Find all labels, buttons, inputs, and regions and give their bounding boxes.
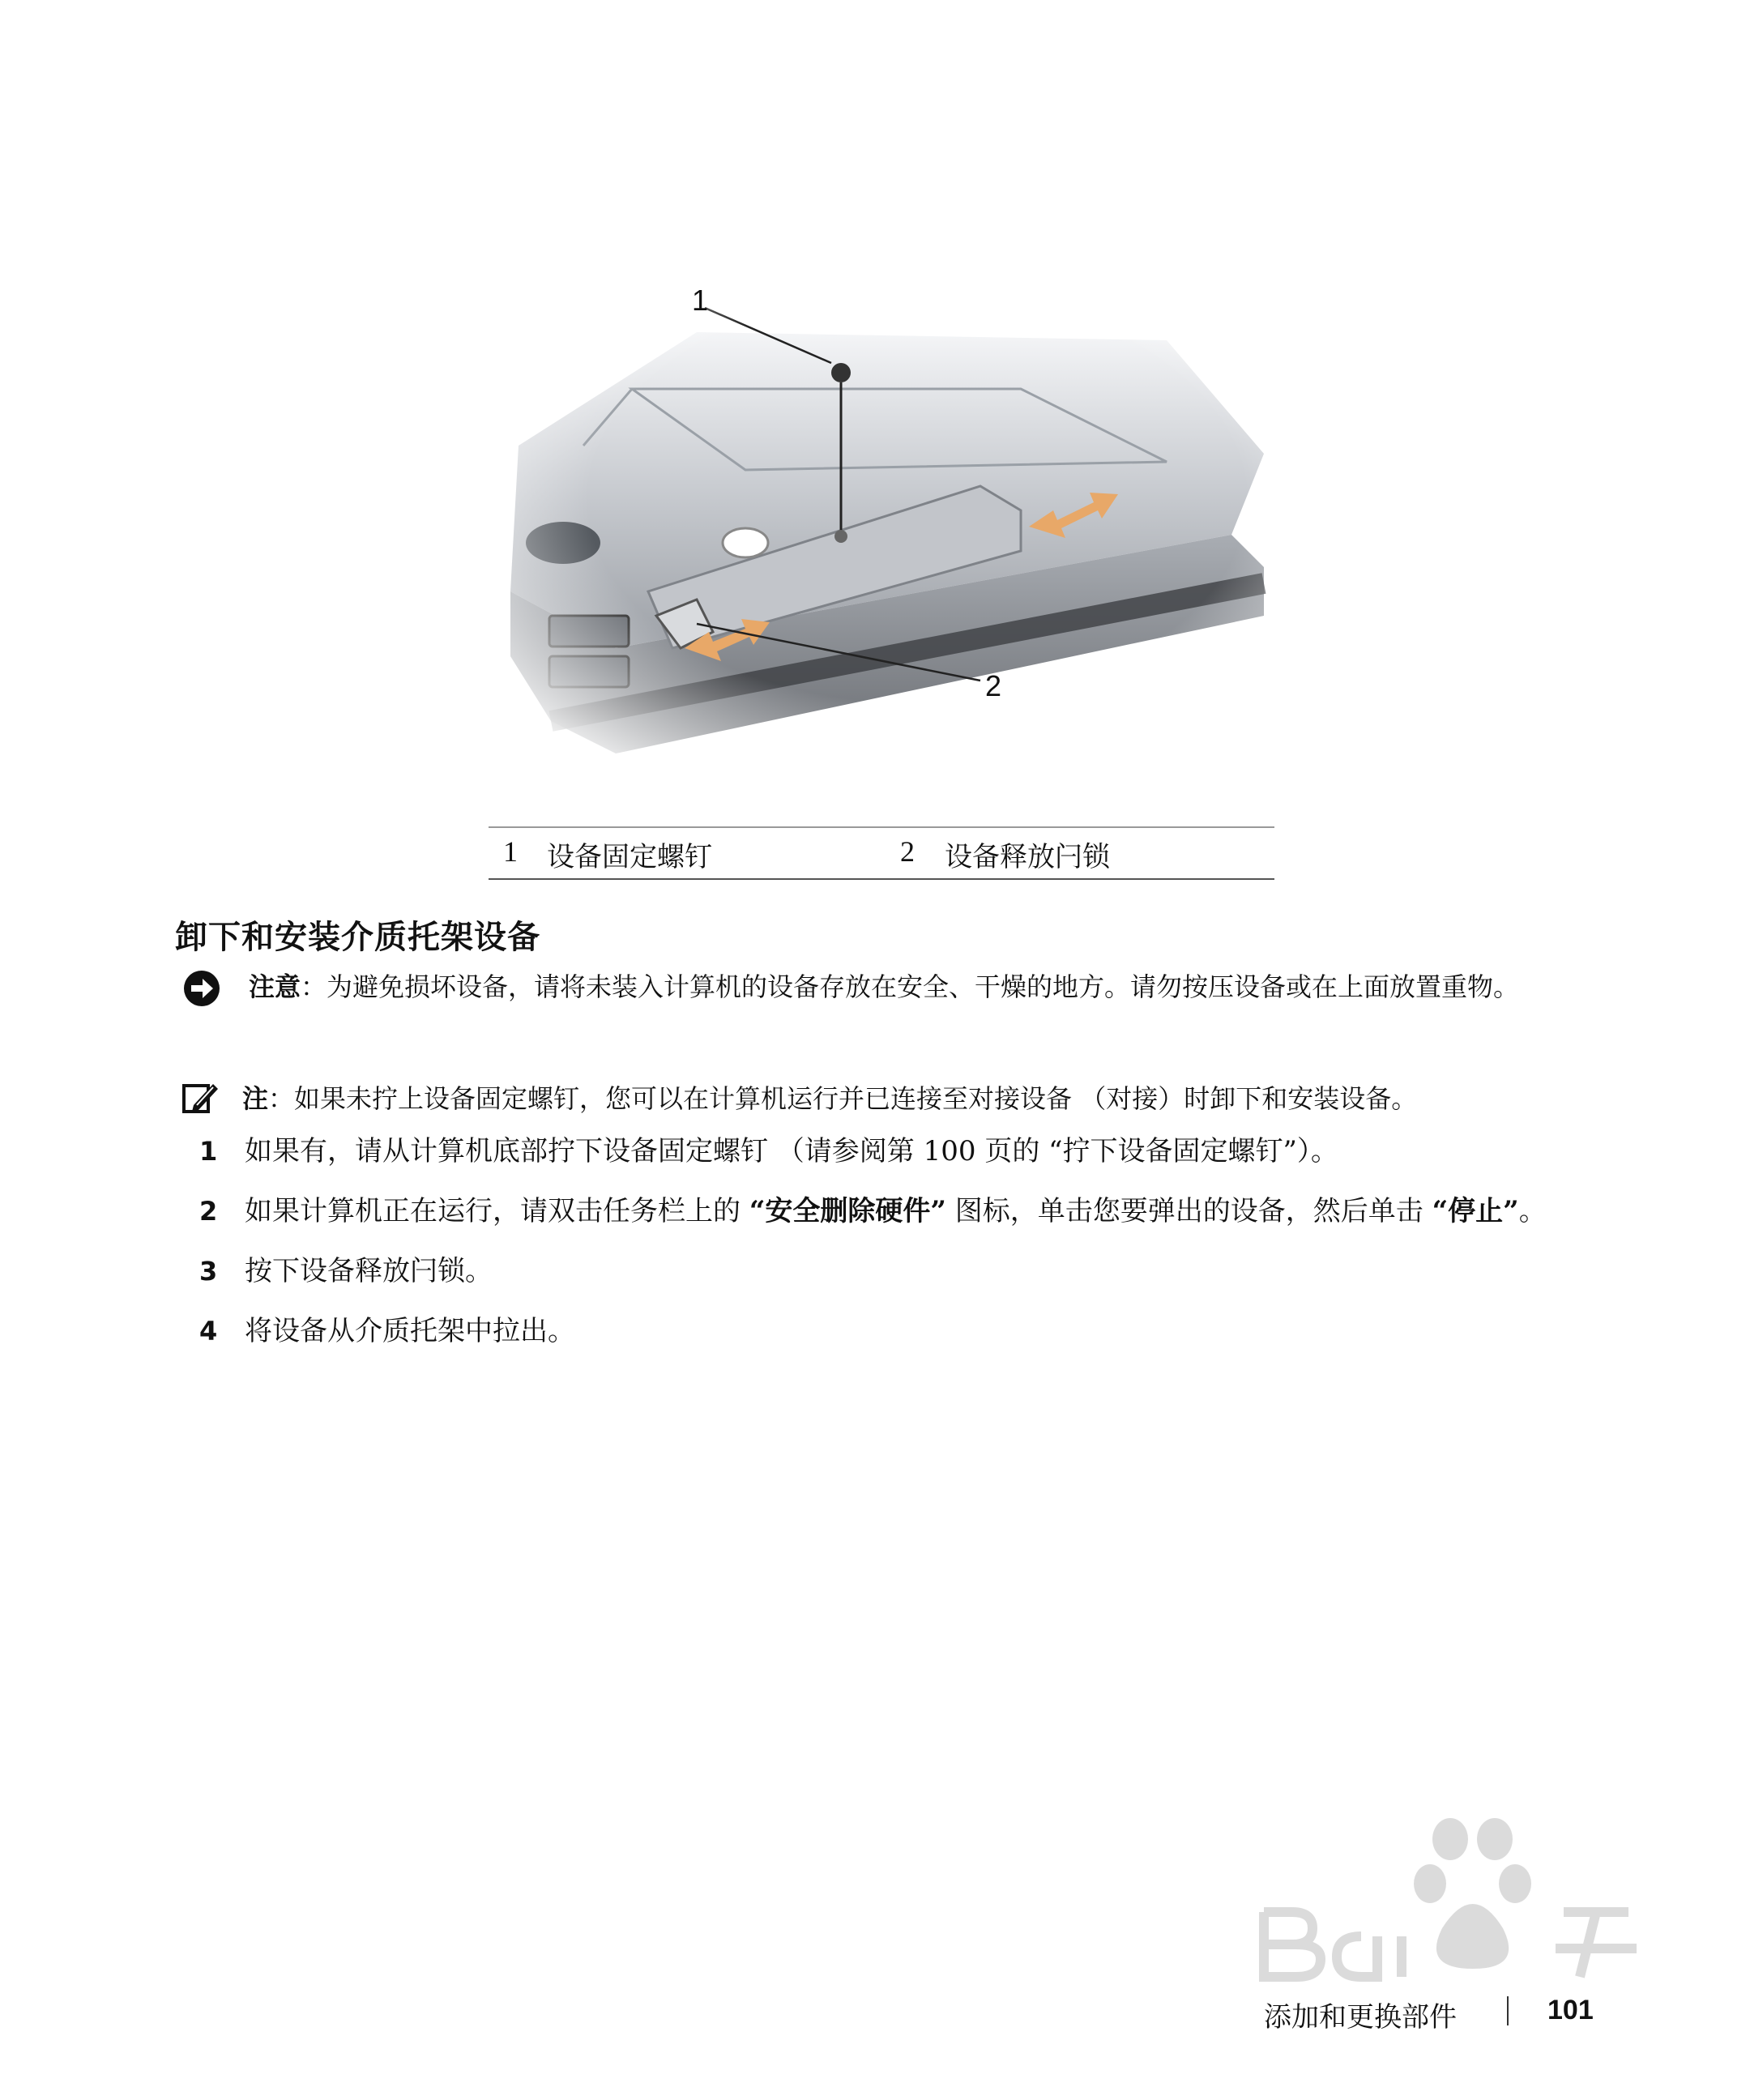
step-text: 按下设备释放闩锁。 (245, 1255, 493, 1287)
callout-number-1: 1 (692, 284, 709, 317)
note-pencil-icon (182, 1079, 218, 1115)
note-text (242, 1078, 1620, 1120)
step-text: 如果有，请从计算机底部拧下设备固定螺钉 （请参阅第 100 页的 “拧下设备固定螺钉”）。 (245, 1135, 1338, 1167)
legend-label-1: 设备固定螺钉 (547, 841, 712, 873)
step-number: 3 (199, 1256, 218, 1287)
figure-legend-table (489, 826, 1274, 880)
step-text: 将设备从介质托架中拉出。 (245, 1315, 575, 1347)
step-1 (194, 1130, 1604, 1172)
callout-number-2: 2 (985, 669, 1002, 702)
footer-separator (1507, 1996, 1509, 2025)
legend-number-2: 2 (900, 835, 915, 868)
laptop-illustration-svg (454, 267, 1296, 786)
procedure-steps (194, 1130, 1604, 1370)
step-2 (194, 1190, 1604, 1232)
page-number: 101 (1547, 1995, 1594, 2025)
legend-number-1: 1 (503, 835, 518, 868)
section-title: 卸下和安装介质托架设备 (175, 919, 540, 956)
step-number: 1 (199, 1136, 218, 1167)
laptop-media-bay-illustration (454, 267, 1296, 786)
note-label: 注 (242, 1083, 269, 1114)
step-number: 4 (199, 1316, 218, 1347)
step-text: 如果计算机正在运行，请双击任务栏上的 (245, 1195, 749, 1227)
step-4 (194, 1310, 1604, 1352)
notice-body: ：为避免损坏设备，请将未装入计算机的设备存放在安全、干燥的地方。请勿按压设备或在上面放置重物。 (301, 971, 1520, 1002)
step-3 (194, 1250, 1604, 1292)
stop-term: “停止” (1432, 1195, 1519, 1227)
step-text: 图标，单击您要弹出的设备，然后单击 (945, 1195, 1432, 1227)
notice-arrow-icon (182, 969, 221, 1008)
notice-label: 注意 (249, 971, 301, 1002)
safely-remove-hardware-term: “安全删除硬件” (749, 1195, 946, 1227)
notice-text (249, 966, 1618, 1008)
step-text: 。 (1518, 1195, 1547, 1227)
note-body: ：如果未拧上设备固定螺钉，您可以在计算机运行并已连接至对接设备 （对接）时卸下和安装设备。 (268, 1083, 1418, 1114)
step-number: 2 (199, 1196, 218, 1227)
footer-section-title: 添加和更换部件 (1264, 2001, 1457, 2034)
legend-label-2: 设备释放闩锁 (945, 841, 1110, 873)
